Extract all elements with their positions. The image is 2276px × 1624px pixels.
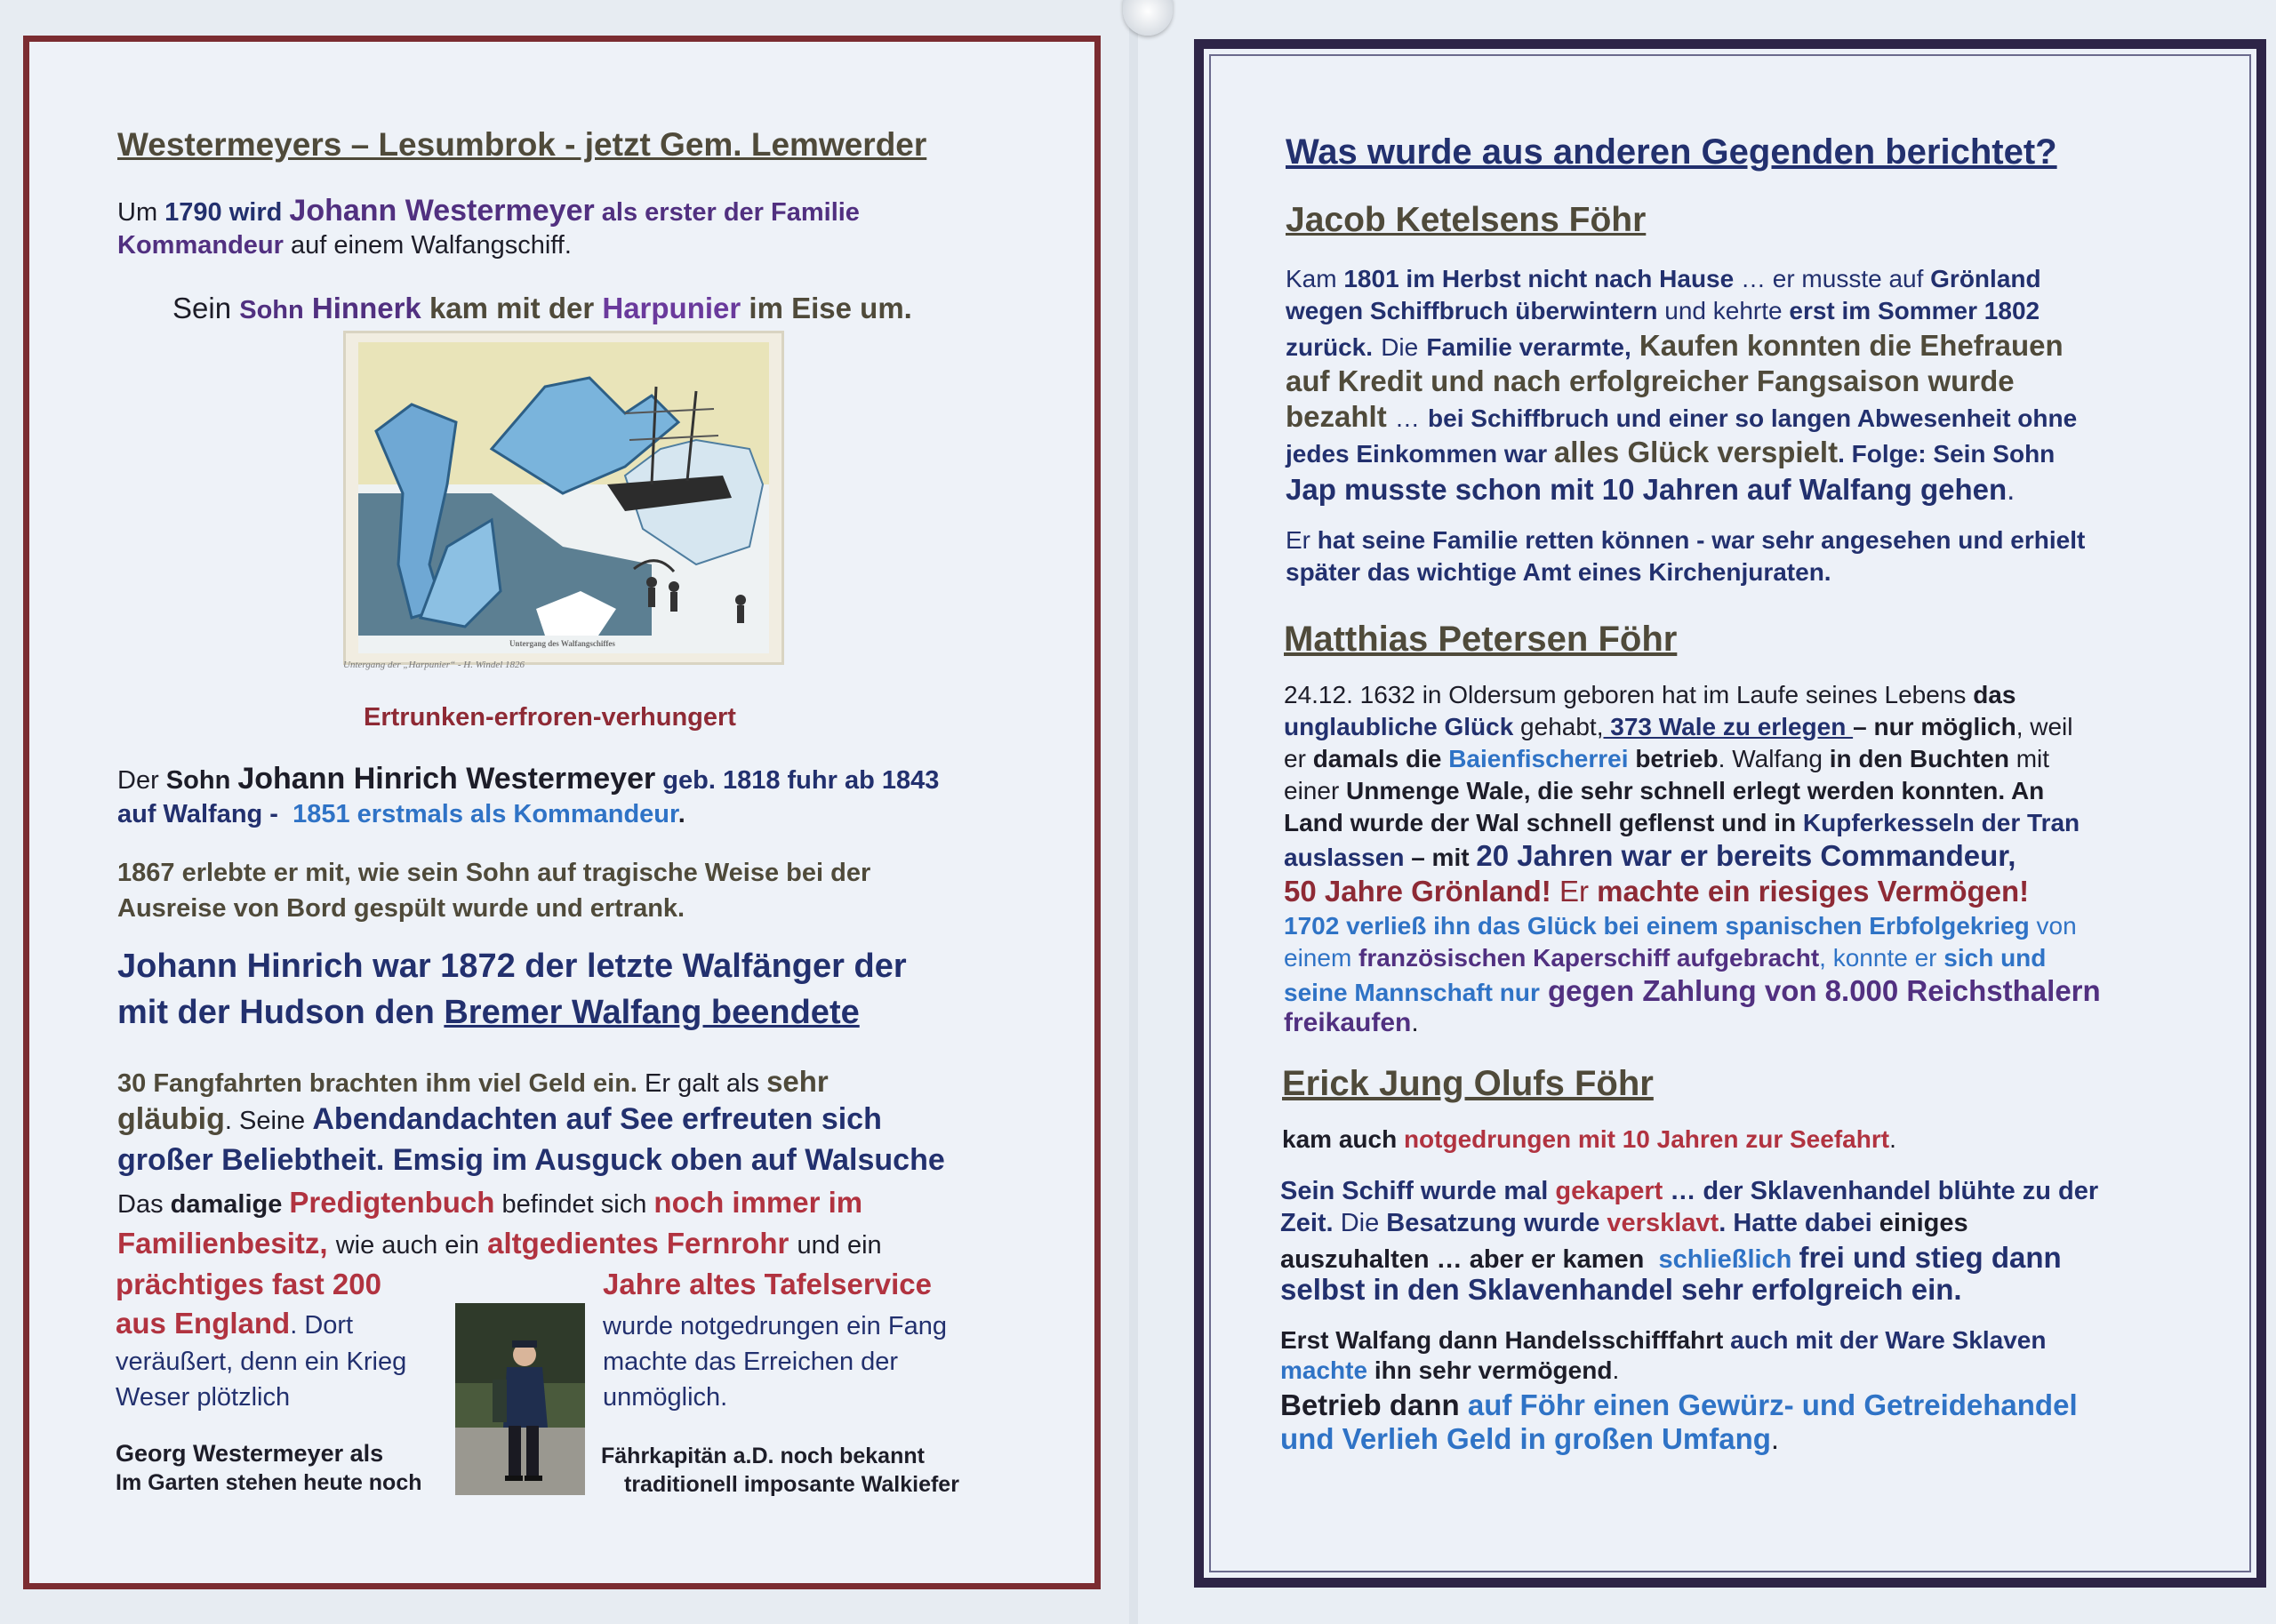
painting-caption: Untergang der „Harpunier“ - H. Windel 1826 [343, 660, 525, 670]
s1-line-3: zurück. Die Familie verarmte, Kaufen konnten die Ehefrauen [1286, 329, 2064, 362]
s1-line-9: später das wichtige Amt eines Kirchenjuraten. [1286, 558, 1831, 586]
s2-line-1: 24.12. 1632 in Oldersum geboren hat im Laufe seines Lebens das [1284, 681, 2016, 708]
left-para-6-line-2: mit der Hudson den Bremer Walfang beendete [117, 994, 860, 1031]
s3-line-7: machte ihn sehr vermögend. [1280, 1356, 1620, 1384]
s2-line-10: seine Mannschaft nur gegen Zahlung von 8.000 Reichsthalern [1284, 974, 2101, 1007]
section-1-heading: Jacob Ketelsens Föhr [1286, 201, 1647, 239]
georg-westermeyer-photo [455, 1303, 585, 1495]
s1-line-8: Er hat seine Familie retten können - war sehr angesehen und erhielt [1286, 526, 2086, 554]
right-title: Was wurde aus anderen Gegenden berichtet? [1286, 132, 2057, 172]
left-para-7-line-2: gläubig. Seine Abendandachten auf See erfreuten sich [117, 1102, 882, 1136]
s2-line-7: 50 Jahre Grönland! Er machte ein riesiges Vermögen! [1284, 875, 2030, 908]
s1-line-5: bezahlt … bei Schiffbruch und einer so langen Abwesenheit ohne [1286, 400, 2078, 433]
left-col-b-line-4: unmöglich. [603, 1383, 728, 1412]
left-para-6-line-1: Johann Hinrich war 1872 der letzte Walfänger der [117, 948, 907, 985]
left-para-5-line-2: Ausreise von Bord gespült wurde und ertrank. [117, 894, 685, 923]
harpunier-shipwreck-painting [343, 331, 784, 665]
left-title: Westermeyers – Lesumbrok - jetzt Gem. Lemwerder [117, 126, 927, 163]
s2-line-2: unglaubliche Glück gehabt, 373 Wale zu erlegen – nur möglich, weil [1284, 713, 2073, 740]
left-col-a-line-4: Weser plötzlich [116, 1383, 291, 1412]
s3-line-9: und Verlieh Geld in großen Umfang. [1280, 1422, 1780, 1455]
left-para-3: Ertrunken-erfroren-verhungert [364, 703, 736, 732]
left-col-a-line-5: Georg Westermeyer als [116, 1440, 384, 1467]
section-2-heading: Matthias Petersen Föhr [1284, 620, 1678, 659]
section-3-heading: Erick Jung Olufs Föhr [1282, 1064, 1654, 1103]
left-col-b-line-1: Jahre altes Tafelservice [603, 1268, 932, 1300]
s3-line-8: Betrieb dann auf Föhr einen Gewürz- und Getreidehandel [1280, 1388, 2078, 1421]
s3-line-4: auszuhalten … aber er kamen schließlich frei und stieg dann [1280, 1241, 2062, 1274]
s2-line-8: 1702 verließ ihn das Glück bei einem spanischen Erbfolgekrieg von [1284, 912, 2077, 940]
left-col-a-line-6: Im Garten stehen heute noch [116, 1470, 422, 1495]
left-para-5-line-1: 1867 erlebte er mit, wie sein Sohn auf tragische Weise bei der [117, 859, 871, 887]
person-photo-illustration [455, 1303, 585, 1495]
s2-line-3: er damals die Baienfischerrei betrieb. Walfang in den Buchten mit [1284, 745, 2050, 772]
left-col-a-line-3: veräußert, denn ein Krieg [116, 1348, 407, 1376]
s2-line-11: freikaufen. [1284, 1008, 1419, 1037]
left-para-7-line-5: Familienbesitz, wie auch ein altgedientes Fernrohr und ein [117, 1227, 882, 1260]
s3-line-5: selbst in den Sklavenhandel sehr erfolgreich ein. [1280, 1273, 1962, 1306]
left-col-b-line-3: machte das Erreichen der [603, 1348, 899, 1376]
s3-line-3: Zeit. Die Besatzung wurde versklavt. Hatte dabei einiges [1280, 1209, 1968, 1237]
s3-line-2: Sein Schiff wurde mal gekapert … der Sklavenhandel blühte zu der [1280, 1177, 2099, 1205]
s1-line-6: jedes Einkommen war alles Glück verspielt. Folge: Sein Sohn [1286, 436, 2056, 468]
left-para-7-line-1: 30 Fangfahrten brachten ihm viel Geld ein. Er galt als sehr [117, 1065, 829, 1098]
s3-line-1: kam auch notgedrungen mit 10 Jahren zur Seefahrt. [1282, 1125, 1896, 1153]
s2-line-5: Land wurde der Wal schnell geflenst und in Kupferkesseln der Tran [1284, 809, 2080, 836]
left-col-a-line-2: aus England. Dort [116, 1307, 354, 1340]
s3-line-6: Erst Walfang dann Handelsschifffahrt auch mit der Ware Sklaven [1280, 1326, 2047, 1354]
left-para-7-line-4: Das damalige Predigtenbuch befindet sich noch immer im [117, 1186, 863, 1219]
svg-text:Untergang des Walfangschiffes: Untergang des Walfangschiffes [509, 639, 615, 648]
s2-line-9: einem französischen Kaperschiff aufgebracht, konnte er sich und [1284, 944, 2047, 972]
left-para-4-line-1: Der Sohn Johann Hinrich Westermeyer geb. 1818 fuhr ab 1843 [117, 762, 940, 796]
left-para-2: Sein Sohn Hinnerk kam mit der Harpunier im Eise um. [172, 292, 912, 324]
left-para-1-line-1: Um 1790 wird Johann Westermeyer als erster der Familie [117, 194, 860, 228]
s1-line-1: Kam 1801 im Herbst nicht nach Hause … er musste auf Grönland [1286, 265, 2041, 292]
left-col-a-line-1: prächtiges fast 200 [116, 1268, 381, 1300]
s1-line-2: wegen Schiffbruch überwintern und kehrte erst im Sommer 1802 [1286, 297, 2040, 324]
left-para-1-line-2: Kommandeur auf einem Walfangschiff. [117, 231, 572, 260]
left-col-b-line-2: wurde notgedrungen ein Fang [603, 1312, 947, 1340]
left-col-b-line-5: Fährkapitän a.D. noch bekannt [601, 1444, 925, 1468]
s1-line-4: auf Kredit und nach erfolgreicher Fangsaison wurde [1286, 364, 2015, 397]
s1-line-7: Jap musste schon mit 10 Jahren auf Walfang gehen. [1286, 473, 2016, 506]
s2-line-6: auslassen – mit 20 Jahren war er bereits Commandeur, [1284, 839, 2016, 872]
painting-illustration [358, 342, 769, 653]
left-col-b-line-6: traditionell imposante Walkiefer [624, 1472, 959, 1497]
s2-line-4: einer Unmenge Wale, die sehr schnell erlegt werden konnten. An [1284, 777, 2045, 804]
left-para-4-line-2: auf Walfang - 1851 erstmals als Kommandeur. [117, 800, 685, 828]
left-para-7-line-3: großer Beliebtheit. Emsig im Ausguck oben auf Walsuche [117, 1143, 945, 1177]
